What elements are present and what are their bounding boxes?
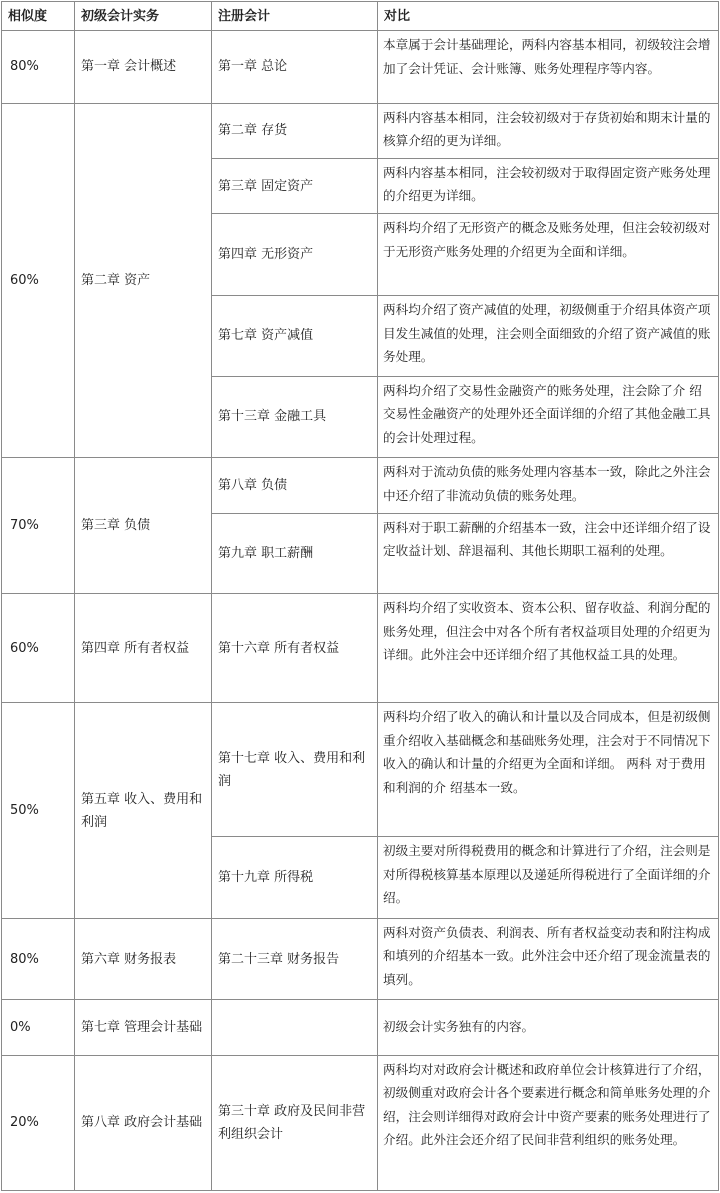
junior-chapter-cell: 第四章 所有者权益 xyxy=(75,594,212,703)
cpa-chapter-cell: 第九章 职工薪酬 xyxy=(212,513,378,594)
similarity-cell: 80% xyxy=(2,31,75,104)
table-row xyxy=(2,31,719,104)
comparison-cell: 两科对于职工薪酬的介绍基本一致，注会中还详细介绍了设定收益计划、辞退福利、其他长期职工福利的处理。 xyxy=(378,513,719,594)
header-junior: 初级会计实务 xyxy=(75,2,212,31)
junior-chapter-cell: 第一章 会计概述 xyxy=(75,31,212,104)
cpa-chapter-cell: 第十六章 所有者权益 xyxy=(212,594,378,703)
comparison-cell: 两科均介绍了无形资产的概念及账务处理，但注会较初级对于无形资产账务处理的介绍更为全面和详细。 xyxy=(378,214,719,296)
comparison-cell: 两科内容基本相同，注会较初级对于取得固定资产账务处理的介绍更为详细。 xyxy=(378,158,719,213)
cpa-chapter-cell: 第四章 无形资产 xyxy=(212,214,378,296)
similarity-cell: 20% xyxy=(2,1055,75,1190)
table-row xyxy=(2,1000,719,1055)
similarity-cell: 50% xyxy=(2,703,75,919)
comparison-cell: 两科均介绍了收入的确认和计量以及合同成本，但是初级侧重介绍收入基础概念和基础账务处理，注会对于不同情况下收入的确认和计量的介绍更为全面和详细。 两科 对于费用和利润的介 绍基本一致。 xyxy=(378,703,719,837)
cpa-chapter-cell: 第二章 存货 xyxy=(212,103,378,158)
cpa-chapter-cell: 第七章 资产减值 xyxy=(212,296,378,377)
table-row xyxy=(2,703,719,837)
header-row xyxy=(2,2,719,31)
similarity-cell: 60% xyxy=(2,594,75,703)
comparison-cell: 两科均介绍了交易性金融资产的账务处理，注会除了介 绍交易性金融资产的处理外还全面详细的介绍了其他金融工具的会计处理过程。 xyxy=(378,376,719,458)
comparison-cell: 本章属于会计基础理论，两科内容基本相同，初级较注会增加了会计凭证、会计账簿、账务处理程序等内容。 xyxy=(378,31,719,104)
junior-chapter-cell: 第三章 负债 xyxy=(75,458,212,594)
table-row xyxy=(2,594,719,703)
cpa-chapter-cell: 第三章 固定资产 xyxy=(212,158,378,213)
comparison-cell: 初级主要对所得税费用的概念和计算进行了介绍，注会则是对所得税核算基本原理以及递延所得税进行了全面详细的介绍。 xyxy=(378,837,719,919)
table-row xyxy=(2,458,719,513)
cpa-chapter-cell: 第三十章 政府及民间非营利组织会计 xyxy=(212,1055,378,1190)
header-comparison: 对比 xyxy=(378,2,719,31)
comparison-cell: 两科对资产负债表、利润表、所有者权益变动表和附注构成和填列的介绍基本一致。此外注会中还介绍了现金流量表的填列。 xyxy=(378,918,719,1000)
comparison-table xyxy=(1,1,719,1191)
cpa-chapter-cell: 第八章 负债 xyxy=(212,458,378,513)
table-row xyxy=(2,918,719,1000)
cpa-chapter-cell: 第十九章 所得税 xyxy=(212,837,378,919)
header-cpa: 注册会计 xyxy=(212,2,378,31)
comparison-cell: 两科内容基本相同，注会较初级对于存货初始和期末计量的核算介绍的更为详细。 xyxy=(378,103,719,158)
cpa-chapter-cell: 第二十三章 财务报告 xyxy=(212,918,378,1000)
similarity-cell: 60% xyxy=(2,103,75,458)
header-similarity: 相似度 xyxy=(2,2,75,31)
junior-chapter-cell: 第五章 收入、费用和利润 xyxy=(75,703,212,919)
cpa-chapter-cell: 第十七章 收入、费用和利润 xyxy=(212,703,378,837)
table-row xyxy=(2,1055,719,1190)
cpa-chapter-cell: 第十三章 金融工具 xyxy=(212,376,378,458)
comparison-cell: 初级会计实务独有的内容。 xyxy=(378,1000,719,1055)
junior-chapter-cell: 第七章 管理会计基础 xyxy=(75,1000,212,1055)
junior-chapter-cell: 第二章 资产 xyxy=(75,103,212,458)
junior-chapter-cell: 第六章 财务报表 xyxy=(75,918,212,1000)
comparison-cell: 两科对于流动负债的账务处理内容基本一致，除此之外注会中还介绍了非流动负债的账务处理。 xyxy=(378,458,719,513)
similarity-cell: 70% xyxy=(2,458,75,594)
cpa-chapter-cell xyxy=(212,1000,378,1055)
cpa-chapter-cell: 第一章 总论 xyxy=(212,31,378,104)
similarity-cell: 80% xyxy=(2,918,75,1000)
table-row xyxy=(2,103,719,158)
junior-chapter-cell: 第八章 政府会计基础 xyxy=(75,1055,212,1190)
similarity-cell: 0% xyxy=(2,1000,75,1055)
comparison-cell: 两科均对对政府会计概述和政府单位会计核算进行了介绍，初级侧重对政府会计各个要素进行概念和简单账务处理的介绍，注会则详细得对政府会计中资产要素的账务处理进行了介绍。此外注会还介绍了民间非营利组织的账务处理。 xyxy=(378,1055,719,1190)
comparison-cell: 两科均介绍了资产减值的处理，初级侧重于介绍具体资产项目发生减值的处理，注会则全面细致的介绍了资产减值的账务处理。 xyxy=(378,296,719,377)
comparison-cell: 两科均介绍了实收资本、资本公积、留存收益、利润分配的账务处理，但注会中对各个所有者权益项目处理的介绍更为详细。此外注会中还详细介绍了其他权益工具的处理。 xyxy=(378,594,719,703)
